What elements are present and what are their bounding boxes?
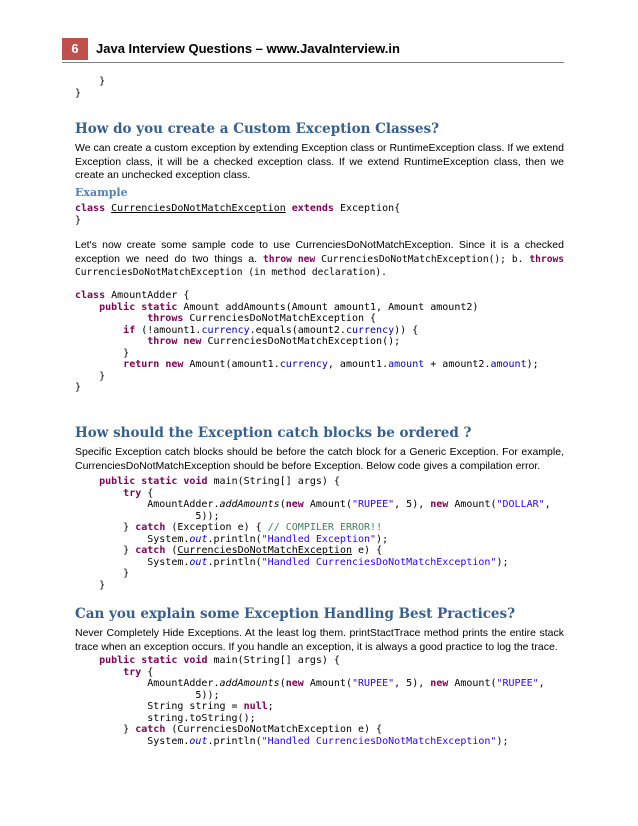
code-text: ( xyxy=(279,499,286,510)
code-text: (!amount1. xyxy=(135,324,202,336)
code-text: AmountAdder. xyxy=(147,678,220,689)
code-method: addAmounts xyxy=(219,678,280,689)
code-text: Exception{ xyxy=(339,203,401,214)
code-text: Amount(amount1. xyxy=(183,359,280,370)
code-text: b. xyxy=(511,253,524,265)
code-keyword: new xyxy=(165,359,184,370)
code-keyword: catch xyxy=(135,724,166,735)
code-keyword: null xyxy=(243,701,268,712)
code-text: Amount( xyxy=(303,678,352,689)
code-field: amount xyxy=(388,359,425,370)
code-string: "DOLLAR" xyxy=(496,499,545,510)
paragraph-checked-exception xyxy=(75,239,564,280)
code-keyword: new xyxy=(430,499,449,510)
code-text: , xyxy=(538,678,545,689)
section-heading-catch-order: How should the Exception catch blocks be ordered ? xyxy=(75,425,472,441)
code-string: "Handled CurrenciesDoNotMatchException" xyxy=(261,556,497,568)
code-text: } xyxy=(123,522,130,533)
code-keyword: void xyxy=(183,655,208,666)
code-keyword: class xyxy=(75,203,106,214)
code-keyword: throw xyxy=(147,336,178,347)
code-keyword: static xyxy=(141,476,178,487)
code-text: Amount addAmounts(Amount amount1, Amount amount2) xyxy=(177,301,479,313)
paragraph-custom-exception: We can create a custom exception by extending Exception class or RuntimeException class. If we extend Exception class, it will be a checked exception class. If we extend RuntimeException class, then we create an unchecked exception class. xyxy=(75,142,564,181)
paragraph-best-practices: Never Completely Hide Exceptions. At the least log them. printStactTrace method prints the entire stack trace when an exception occurs. If you handle an exception, it is always a good practice to log the trace. xyxy=(75,627,564,653)
code-text: .println( xyxy=(207,735,262,747)
code-text: ( xyxy=(279,678,286,689)
code-keyword: catch xyxy=(135,545,166,556)
code-keyword: new xyxy=(297,253,316,265)
code-text: Amount( xyxy=(448,678,497,689)
code-keyword: void xyxy=(183,476,208,487)
code-text: CurrenciesDoNotMatchException(); xyxy=(321,253,506,265)
code-text: .println( xyxy=(207,556,262,568)
code-text: .equals(amount2. xyxy=(249,324,346,336)
header-divider xyxy=(62,62,564,63)
code-text: } xyxy=(99,370,106,382)
code-text: .println( xyxy=(207,533,262,545)
code-field: out xyxy=(189,735,208,747)
code-keyword: throw xyxy=(263,253,292,265)
code-keyword: extends xyxy=(291,203,334,214)
code-keyword: public xyxy=(99,301,136,313)
code-text: , xyxy=(544,499,551,510)
code-text: 5)); xyxy=(195,510,220,522)
code-block-catch-order xyxy=(75,476,551,591)
code-keyword: try xyxy=(123,666,142,678)
code-keyword: new xyxy=(285,499,304,510)
code-text: System. xyxy=(147,556,190,568)
code-text: ); xyxy=(376,533,389,545)
code-field: currency xyxy=(345,324,395,336)
code-text: { xyxy=(141,666,154,678)
code-text: Amount( xyxy=(448,499,497,510)
code-text: ; xyxy=(267,701,274,712)
code-string: "RUPEE" xyxy=(351,499,395,510)
code-keyword: if xyxy=(123,324,136,336)
code-block-best-practices xyxy=(75,655,545,747)
code-keyword: new xyxy=(430,678,449,689)
paragraph-text: Let's now create some sample code to use CurrenciesDoNotMatchException. Since it is a checked exception we need do two things a. xyxy=(75,239,564,265)
code-comment: // COMPILER ERROR!! xyxy=(267,522,383,533)
code-line: } xyxy=(75,87,82,99)
code-text: System. xyxy=(147,533,190,545)
code-keyword: return xyxy=(123,359,160,370)
code-text: )) { xyxy=(394,324,419,336)
code-keyword: class xyxy=(75,290,106,301)
code-keyword: public xyxy=(99,476,136,487)
code-text: , amount1. xyxy=(327,359,389,370)
code-text: ); xyxy=(496,556,509,568)
code-line: } xyxy=(75,76,106,87)
code-method: addAmounts xyxy=(219,499,280,510)
code-text: , 5), xyxy=(394,499,431,510)
code-keyword: catch xyxy=(135,522,166,533)
code-text: string.toString(); xyxy=(147,712,256,724)
code-text: AmountAdder. xyxy=(147,499,220,510)
code-string: "Handled CurrenciesDoNotMatchException" xyxy=(261,735,497,747)
section-heading-best-practices: Can you explain some Exception Handling Best Practices? xyxy=(75,606,516,622)
section-heading-custom-exception: How do you create a Custom Exception Classes? xyxy=(75,121,440,137)
code-field: out xyxy=(189,533,208,545)
code-text: + amount2. xyxy=(424,359,491,370)
code-field: out xyxy=(189,556,208,568)
code-text: ( xyxy=(165,545,178,556)
code-keyword: static xyxy=(141,301,178,313)
example-label: Example xyxy=(75,186,128,199)
code-text: } xyxy=(123,347,130,359)
code-block-amount-adder xyxy=(75,290,539,394)
code-text: , 5), xyxy=(394,678,431,689)
code-field: amount xyxy=(490,359,527,370)
code-text: ); xyxy=(496,735,509,747)
code-keyword: new xyxy=(183,336,202,347)
code-text: (Exception e) { xyxy=(165,522,268,533)
code-block-exception-class xyxy=(75,203,400,226)
code-keyword: throws xyxy=(529,253,565,265)
code-text: CurrenciesDoNotMatchException(); xyxy=(201,336,401,347)
code-block-continuation xyxy=(75,76,105,99)
code-text: } xyxy=(123,545,130,556)
code-field: currency xyxy=(279,359,328,370)
code-text: CurrenciesDoNotMatchException { xyxy=(183,313,377,324)
code-class-name: CurrenciesDoNotMatchException xyxy=(177,545,352,556)
code-keyword: new xyxy=(285,678,304,689)
code-text: ); xyxy=(526,359,539,370)
code-keyword: static xyxy=(141,655,178,666)
code-text: } xyxy=(75,214,82,226)
code-field: currency xyxy=(201,324,250,336)
code-text: String string = xyxy=(147,701,244,712)
code-string: "Handled Exception" xyxy=(261,533,377,545)
paragraph-catch-order: Specific Exception catch blocks should be before the catch block for a Generic Exception. For example, CurrenciesDoNotMatchException should be before Exception. Below code gives a compilation error. xyxy=(75,446,564,472)
code-text: Amount( xyxy=(303,499,352,510)
code-text: (CurrenciesDoNotMatchException e) { xyxy=(165,724,383,735)
code-text: System. xyxy=(147,735,190,747)
code-keyword: try xyxy=(123,487,142,499)
code-class-name: CurrenciesDoNotMatchException xyxy=(111,203,286,214)
code-string: "RUPEE" xyxy=(351,678,395,689)
code-keyword: public xyxy=(99,655,136,666)
code-text: e) { xyxy=(352,545,383,556)
code-text: main(String[] args) { xyxy=(207,655,340,666)
header-title: Java Interview Questions – www.JavaInterview.in xyxy=(96,41,400,56)
code-text: } xyxy=(99,579,106,591)
code-text: main(String[] args) { xyxy=(207,476,340,487)
page-header xyxy=(62,38,564,60)
page-number-badge: 6 xyxy=(62,38,88,60)
code-text: } xyxy=(123,724,130,735)
code-text: CurrenciesDoNotMatchException (in method declaration). xyxy=(75,267,387,278)
code-text: } xyxy=(123,568,130,579)
code-keyword: throws xyxy=(147,313,184,324)
code-text: AmountAdder { xyxy=(105,290,190,301)
code-string: "RUPEE" xyxy=(496,678,539,689)
code-text: 5)); xyxy=(195,689,220,701)
code-text: { xyxy=(141,487,154,499)
code-text: } xyxy=(75,382,82,393)
